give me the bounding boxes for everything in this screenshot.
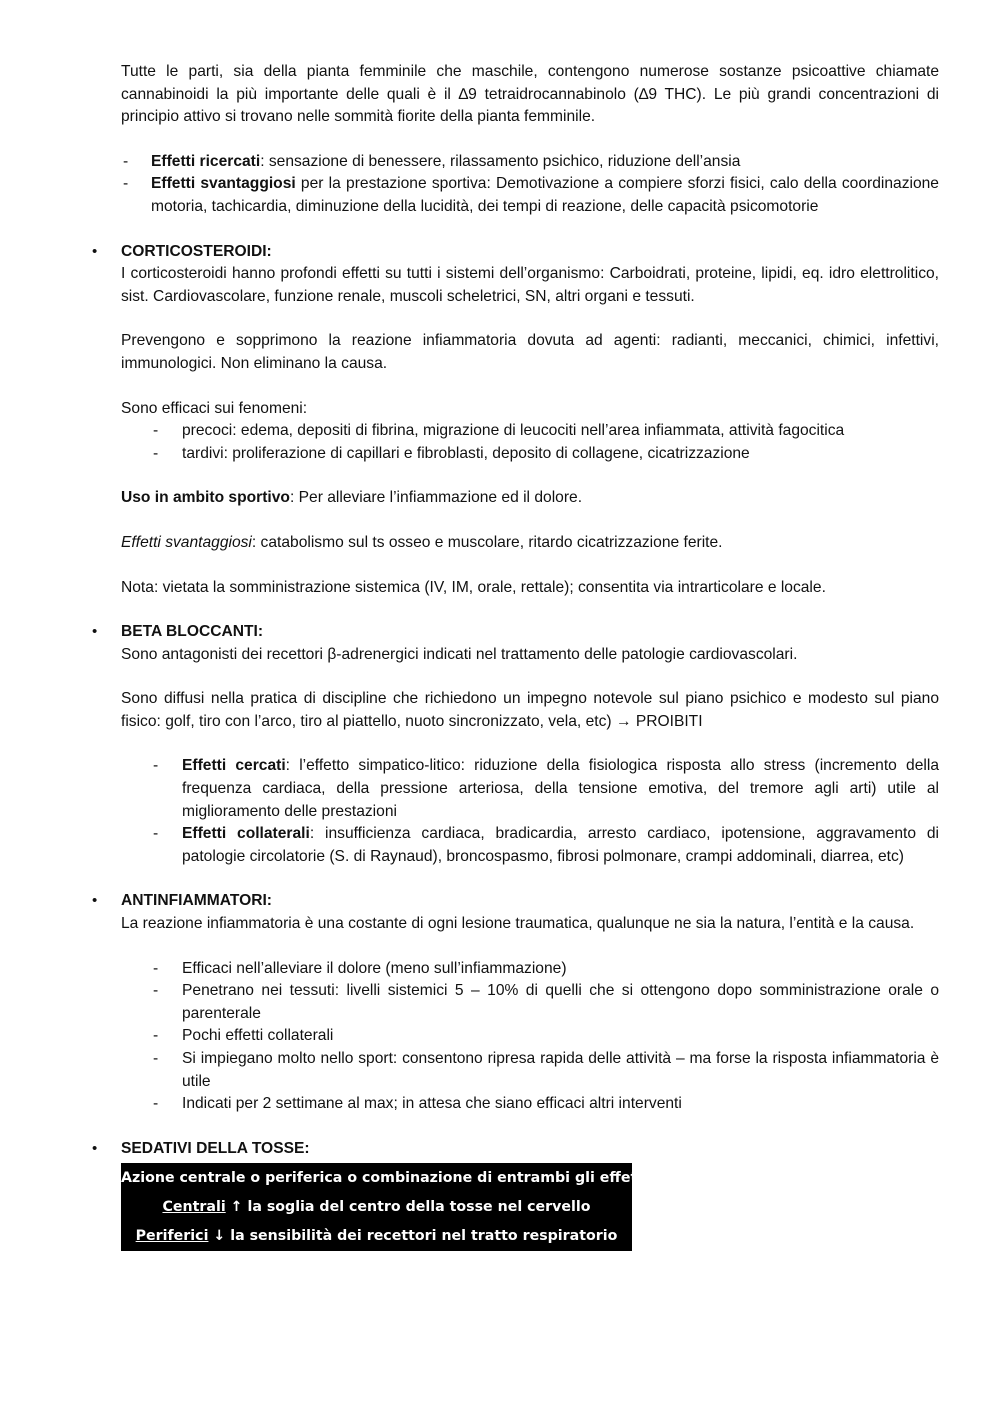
list-item: - Effetti ricercati: sensazione di benessere, rilassamento psichico, riduzione dell’ansia <box>123 152 741 170</box>
bullet-icon: • <box>92 1139 98 1157</box>
section-antinfiammatori <box>92 890 939 1115</box>
phenomena-list <box>121 420 939 465</box>
box-line-3: Periferici ↓ la sensibilità dei recettori nel tratto respiratorio <box>135 1228 618 1245</box>
section-heading: CORTICOSTEROIDI: <box>121 242 272 260</box>
list-item: - Effetti collaterali: insufficienza cardiaca, bradicardia, arresto cardiaco, ipotensione, aggravamento di patologie circolatorie (S. di Raynaud), broncospasmo, fibrosi polmonare, crampi addominali, diarrea, etc) <box>153 825 939 865</box>
paragraph: La reazione infiammatoria è una costante di ogni lesione traumatica, qualunque ne sia la natura, l’entità e la causa. <box>121 915 915 933</box>
section-heading: ANTINFIAMMATORI: <box>121 892 273 910</box>
arrow-down-icon: ↓ <box>213 1228 226 1245</box>
list-item: - Penetrano nei tessuti: livelli sistemici 5 – 10% di quelli che si ottengono dopo somministrazione orale o parenterale <box>153 982 939 1022</box>
item-label: Effetti cercati <box>182 757 286 775</box>
item-label: Effetti collaterali <box>182 825 310 843</box>
intro-effects-list <box>121 151 939 219</box>
bullet-icon: • <box>92 242 98 260</box>
list-item: - Si impiegano molto nello sport: consentono ripresa rapida delle attività – ma forse la risposta infiammatoria è utile <box>153 1050 939 1090</box>
section-beta-bloccanti <box>92 621 939 868</box>
intro-paragraph: Tutte le parti, sia della pianta femminile che maschile, contengono numerose sostanze psicoattive chiamate cannabinoidi la più importante delle quali è il ∆9 tetraidrocannabinolo (∆9 THC). Le più grandi concentrazioni di principio attivo si trovano nelle sommità fiorite della pianta femminile. <box>121 63 939 126</box>
box-line-2: Centrali ↑ la soglia del centro della tosse nel cervello <box>162 1199 591 1216</box>
beta-effects-list <box>121 755 939 868</box>
paragraph: Prevengono e sopprimono la reazione infiammatoria dovuta ad agenti: radianti, meccanici, chimici, infettivi, immunologici. Non eliminano la causa. <box>121 332 939 372</box>
paragraph: I corticosteroidi hanno profondi effetti su tutti i sistemi dell’organismo: Carboidrati, proteine, lipidi, eq. idro elettrolitico, sist. Cardiovascolare, funzione renale, muscoli scheletrici, SN, altri organi e tessuti. <box>121 265 939 305</box>
bullet-icon: • <box>92 623 98 641</box>
list-item: - Pochi effetti collaterali <box>153 1027 334 1045</box>
list-item: - tardivi: proliferazione di capillari e fibroblasti, deposito di collagene, cicatrizzazione <box>153 444 750 462</box>
section-corticosteroidi <box>92 241 939 600</box>
box-line-1: Azione centrale o periferica o combinazione di entrambi gli effetti <box>121 1170 649 1187</box>
section-heading: SEDATIVI DELLA TOSSE: <box>121 1139 310 1157</box>
item-label: Effetti ricercati <box>151 152 261 170</box>
cough-sedatives-box <box>121 1163 649 1251</box>
paragraph: Sono diffusi nella pratica di discipline che richiedono un impegno notevole sul piano psichico e modesto sul piano fisico: golf, tiro con l’arco, tiro al piattello, nuoto sincronizzato, vela, etc) → PROIBITI <box>121 690 939 730</box>
list-item: - Effetti cercati: l’effetto simpatico-litico: riduzione della fisiologica risposta allo stress (incremento della frequenza cardiaca, della pressione arteriosa, della tensione emotiva, del tremore agli arti) utile al miglioramento delle prestazioni <box>153 757 939 820</box>
list-item: - precoci: edema, depositi di fibrina, migrazione di leucociti nell’area infiammata, attività fagocitica <box>153 422 845 440</box>
list-item: - Efficaci nell’alleviare il dolore (meno sull’infiammazione) <box>153 959 567 977</box>
paragraph: Sono antagonisti dei recettori β-adrenergici indicati nel trattamento delle patologie cardiovascolari. <box>121 645 798 663</box>
item-label: Effetti svantaggiosi <box>151 175 296 193</box>
section-heading: BETA BLOCCANTI: <box>121 623 264 641</box>
section-sedativi <box>92 1138 939 1252</box>
paragraph: Sono efficaci sui fenomeni: <box>121 399 308 417</box>
antinfiammatori-list <box>121 958 939 1116</box>
list-item: - Indicati per 2 settimane al max; in attesa che siano efficaci altri interventi <box>153 1095 682 1113</box>
arrow-up-icon: ↑ <box>230 1199 243 1216</box>
paragraph: Nota: vietata la somministrazione sistemica (IV, IM, orale, rettale); consentita via intrarticolare e locale. <box>121 578 826 596</box>
paragraph: Effetti svantaggiosi: catabolismo sul ts osseo e muscolare, ritardo cicatrizzazione ferite. <box>121 533 723 551</box>
page-content <box>92 61 939 1251</box>
list-item: - Effetti svantaggiosi per la prestazione sportiva: Demotivazione a compiere sforzi fisici, calo della coordinazione motoria, tachicardia, diminuzione della lucidità, dei tempi di reazione, delle capacità psicomotorie <box>123 175 939 215</box>
bullet-icon: • <box>92 892 98 910</box>
paragraph: Uso in ambito sportivo: Per alleviare l’infiammazione ed il dolore. <box>121 489 583 507</box>
